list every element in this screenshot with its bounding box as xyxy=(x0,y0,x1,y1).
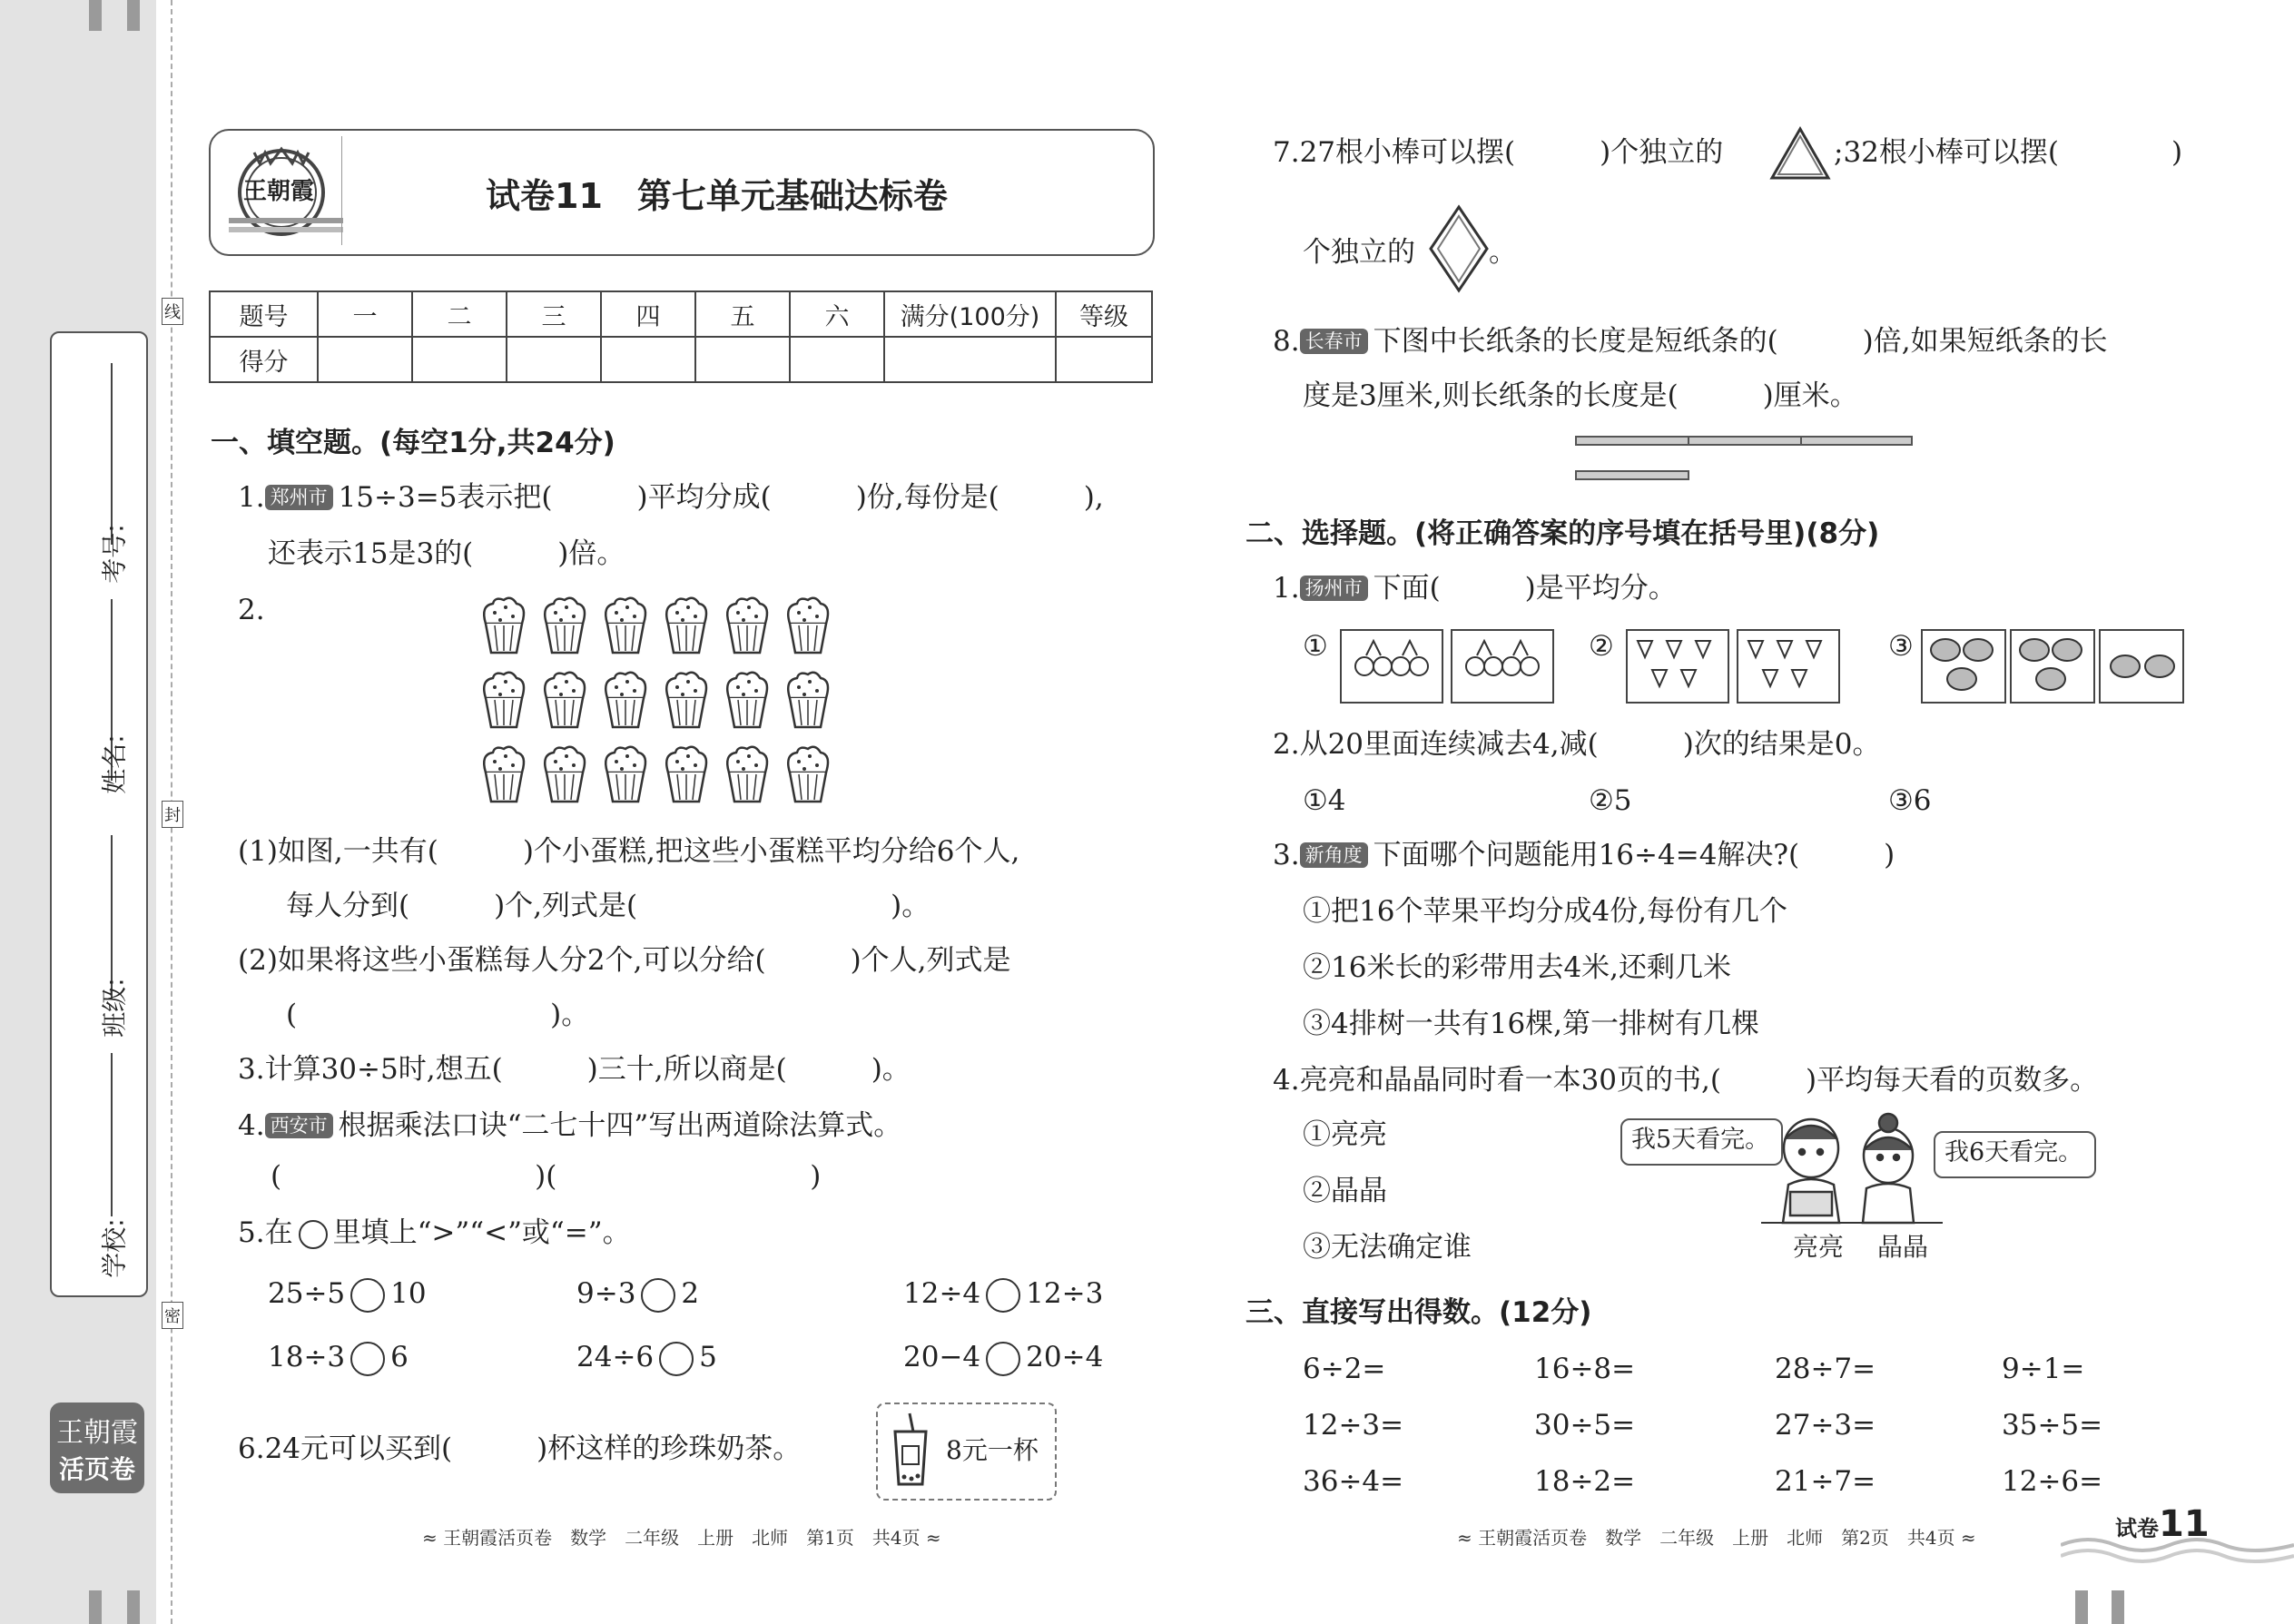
school-label: 学校: xyxy=(99,1218,130,1278)
q4-line1: 4. 西安市 根据乘法口诀“二七十四”写出两道除法算式。 xyxy=(238,1109,902,1142)
footer-right: ≈ 王朝霞活页卷 数学 二年级 上册 北师 第2页 共4页 ≈ xyxy=(1457,1527,1976,1549)
calc-item: 28÷7= xyxy=(1775,1353,1876,1385)
q7-line1: 7.27根小棒可以摆( )个独立的 xyxy=(1273,136,1724,169)
compare-item: 20−4 20÷4 xyxy=(903,1339,1103,1376)
compare-circle[interactable] xyxy=(350,1342,385,1376)
kid-name-2: 晶晶 xyxy=(1877,1232,1929,1262)
q7-period: 。 xyxy=(1489,236,1517,269)
compare-item: 25÷5 10 xyxy=(268,1275,427,1313)
q2-1-line1: (1)如图,一共有( )个小蛋糕,把这些小蛋糕平均分给6个人, xyxy=(238,835,1020,868)
paper-number-label: 试卷11 xyxy=(2115,1503,2210,1545)
c1-tag: 扬州市 xyxy=(1300,576,1368,601)
compare-circle[interactable] xyxy=(350,1278,385,1313)
q6: 6.24元可以买到( )杯这样的珍珠奶茶。 xyxy=(238,1432,802,1465)
rhombus-icon xyxy=(1427,203,1491,294)
q2-number: 2. xyxy=(238,594,265,626)
compare-circle[interactable] xyxy=(659,1342,694,1376)
bottom-marks xyxy=(89,1590,102,1624)
q2-2-line1: (2)如果将这些小蛋糕每人分2个,可以分给( )个人,列式是 xyxy=(238,944,1011,977)
calc-item: 12÷6= xyxy=(2002,1465,2103,1498)
q1-tag: 郑州市 xyxy=(265,485,333,510)
tomato-groups xyxy=(1920,628,2185,704)
binding-mi: 密 xyxy=(162,1302,183,1329)
section-1-title: 一、填空题。(每空1分,共24分) xyxy=(211,427,615,459)
cherry-groups xyxy=(1339,628,1557,704)
c1-option-1[interactable]: ① xyxy=(1303,630,1328,663)
q5-instruction: 5.在 里填上“>”“<”或“=”。 xyxy=(238,1216,631,1249)
c1: 1. 扬州市 下面( )是平均分。 xyxy=(1273,572,1677,605)
c2-option-1[interactable]: ①4 xyxy=(1303,784,1346,817)
calc-item: 9÷1= xyxy=(2002,1353,2085,1385)
q3: 3.计算30÷5时,想五( )三十,所以商是( )。 xyxy=(238,1053,911,1086)
q2-2-line2: ( )。 xyxy=(286,999,590,1031)
triangle-icon xyxy=(1768,125,1832,183)
calc-item: 16÷8= xyxy=(1534,1353,1636,1385)
c3-tag: 新角度 xyxy=(1300,842,1368,868)
calc-item: 35÷5= xyxy=(2002,1409,2103,1442)
calc-item: 18÷2= xyxy=(1534,1465,1636,1498)
q8-line1: 8. 长春市 下图中长纸条的长度是短纸条的( )倍,如果短纸条的长 xyxy=(1273,325,2108,358)
short-paper-strip xyxy=(1575,470,1689,480)
score-table-row: 得分 xyxy=(210,337,1152,382)
strawberry-groups xyxy=(1625,628,1843,704)
c2-option-2[interactable]: ②5 xyxy=(1589,784,1632,817)
calc-item: 6÷2= xyxy=(1303,1353,1386,1385)
score-table-header: 题号 一 二 三 四 五 六 满分(100分) 等级 xyxy=(210,291,1152,337)
compare-circle[interactable] xyxy=(641,1278,675,1313)
calc-item: 21÷7= xyxy=(1775,1465,1876,1498)
c3-option-2[interactable]: ②16米长的彩带用去4米,还剩几米 xyxy=(1303,951,1732,984)
section-2-title: 二、选择题。(将正确答案的序号填在括号里)(8分) xyxy=(1245,517,1880,550)
id-label: 考号: xyxy=(99,524,130,584)
c4-option-3[interactable]: ③无法确定谁 xyxy=(1303,1231,1472,1264)
top-marks xyxy=(89,0,102,31)
q4-line2: ( )( ) xyxy=(271,1160,822,1193)
q7-line1b: ;32根小棒可以摆( ) xyxy=(1834,136,2183,169)
q1-line2: 还表示15是3的( )倍。 xyxy=(268,537,625,570)
compare-circle xyxy=(299,1220,328,1249)
q7-line2: 个独立的 xyxy=(1303,236,1415,269)
c1-option-3[interactable]: ③ xyxy=(1888,630,1914,663)
class-label: 班级: xyxy=(99,978,130,1038)
bubble-1-text: 我5天看完。 xyxy=(1631,1126,1770,1154)
q1-line1: 1. 郑州市 15÷3=5表示把( )平均分成( )份,每份是( ), xyxy=(238,481,1104,514)
price-label: 8元一杯 xyxy=(946,1435,1039,1465)
student-info-box xyxy=(50,331,148,1297)
name-label: 姓名: xyxy=(99,734,130,794)
muffin-grid xyxy=(477,595,840,812)
c3-option-1[interactable]: ①把16个苹果平均分成4份,每份有几个 xyxy=(1303,895,1788,928)
section-3-title: 三、直接写出得数。(12分) xyxy=(1245,1296,1592,1329)
calc-item: 30÷5= xyxy=(1534,1409,1636,1442)
q8-tag: 长春市 xyxy=(1300,329,1368,354)
c3-option-3[interactable]: ③4排树一共有16棵,第一排树有几棵 xyxy=(1303,1008,1760,1040)
calc-item: 36÷4= xyxy=(1303,1465,1404,1498)
c4-option-1[interactable]: ①亮亮 xyxy=(1303,1118,1387,1151)
page-title: 试卷11 第七单元基础达标卷 xyxy=(486,176,948,216)
c2: 2.从20里面连续减去4,减( )次的结果是0。 xyxy=(1273,728,1881,761)
compare-circle[interactable] xyxy=(986,1278,1020,1313)
kid-name-1: 亮亮 xyxy=(1793,1232,1845,1262)
c4-option-2[interactable]: ②晶晶 xyxy=(1303,1175,1387,1207)
binding-feng: 封 xyxy=(162,801,183,828)
compare-item: 18÷3 6 xyxy=(268,1339,409,1376)
compare-item: 9÷3 2 xyxy=(576,1275,699,1313)
binding-xian: 线 xyxy=(162,298,183,325)
q8-line2: 度是3厘米,则长纸条的长度是( )厘米。 xyxy=(1303,379,1858,412)
c3: 3. 新角度 下面哪个问题能用16÷4=4解决?( ) xyxy=(1273,839,1895,871)
compare-circle[interactable] xyxy=(986,1342,1020,1376)
score-table xyxy=(209,290,1153,383)
footer-left: ≈ 王朝霞活页卷 数学 二年级 上册 北师 第1页 共4页 ≈ xyxy=(422,1527,941,1549)
milk-tea-icon xyxy=(890,1412,931,1488)
logo-text: 王朝霞 xyxy=(243,178,315,205)
long-paper-strip xyxy=(1575,436,1913,446)
calc-item: 27÷3= xyxy=(1775,1409,1876,1442)
calc-item: 12÷3= xyxy=(1303,1409,1404,1442)
c2-option-3[interactable]: ③6 xyxy=(1888,784,1932,817)
brand-badge: 王朝霞 活页卷 xyxy=(50,1403,144,1493)
compare-item: 12÷4 12÷3 xyxy=(903,1275,1103,1313)
c4: 4.亮亮和晶晶同时看一本30页的书,( )平均每天看的页数多。 xyxy=(1273,1064,2099,1097)
q4-tag: 西安市 xyxy=(265,1113,333,1138)
compare-item: 24÷6 5 xyxy=(576,1339,717,1376)
c1-option-2[interactable]: ② xyxy=(1589,630,1614,663)
q2-1-line2: 每人分到( )个,列式是( )。 xyxy=(286,890,930,922)
kids-reading-illustration xyxy=(1761,1112,1943,1225)
bubble-2-text: 我6天看完。 xyxy=(1944,1138,2083,1166)
